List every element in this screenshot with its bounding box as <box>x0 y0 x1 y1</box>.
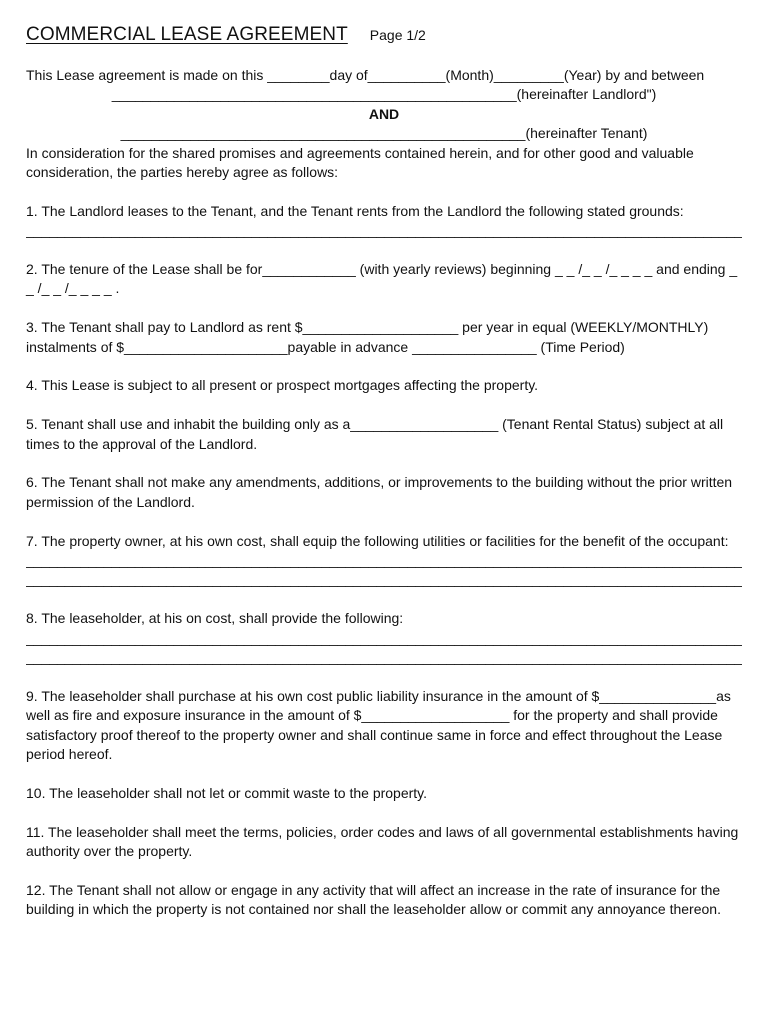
clause-5: 5. Tenant shall use and inhabit the building only as a___________________ (Tenant Rental Status) subject at all times to the approval of the Landlord. <box>26 416 724 452</box>
clause-11: 11. The leaseholder shall meet the terms, policies, order codes and laws of all governmental establishments having authority over the property. <box>26 823 739 860</box>
clause-7: 7. The property owner, at his own cost, shall equip the following utilities or facilities for the benefit of the occupant: <box>26 532 729 549</box>
clause-3: 3. The Tenant shall pay to Landlord as rent $____________________ per year in equal (WEEKLY/MONTHLY) instalments of $_____________________payable in advance ________________ (Time Period) <box>26 319 709 355</box>
document-page <box>26 24 742 939</box>
clause-10: 10. The leaseholder shall not let or commit waste to the property. <box>26 784 428 801</box>
clause-12: 12. The Tenant shall not allow or engage in any activity that will affect an increase in the rate of insurance for the building in which the property is not contained nor shall the leaseholder allow or commit any annoyance thereon. <box>26 881 721 918</box>
page-number: Page 1/2 <box>369 27 426 43</box>
clause-7-blank-line-1: ____________________________________________________________________________________________ <box>26 552 742 569</box>
clause-1-blank-line: ____________________________________________________________________________________________ <box>26 222 742 239</box>
clause-8-blank-line-2: ____________________________________________________________________________________________ <box>26 649 742 666</box>
clause-2: 2. The tenure of the Lease shall be for____________ (with yearly reviews) beginning _ _ /_ _ /_ _ _ _ and ending _ _ /_ _ /_ _ _ _ . <box>26 261 738 297</box>
clause-8-blank-line-1: ____________________________________________________________________________________________ <box>26 629 742 646</box>
intro-date-line: This Lease agreement is made on this ________day of__________(Month)_________(Year) by and between <box>26 67 705 83</box>
consideration-paragraph: In consideration for the shared promises and agreements contained herein, and for other good and valuable consideration, the parties hereby agree as follows: <box>26 144 694 181</box>
clause-9: 9. The leaseholder shall purchase at his own cost public liability insurance in the amount of $_______________as well as fire and exposure insurance in the amount of $___________________ for the property and shall provide satisfactory proof thereof to the property owner and shall continue same in force and effect throughout the Lease period hereof. <box>26 687 731 763</box>
and-label: AND <box>368 105 400 122</box>
clause-6: 6. The Tenant shall not make any amendments, additions, or improvements to the building without the prior written permission of the Landlord. <box>26 474 733 510</box>
tenant-name-line: ____________________________________________________(hereinafter Tenant) <box>120 125 648 142</box>
clause-7-blank-line-2: ____________________________________________________________________________________________ <box>26 571 742 588</box>
document-title: COMMERCIAL LEASE AGREEMENT <box>26 24 348 45</box>
clause-1: 1. The Landlord leases to the Tenant, and the Tenant rents from the Landlord the following stated grounds: <box>26 202 684 219</box>
clause-8: 8. The leaseholder, at his on cost, shall provide the following: <box>26 610 404 627</box>
clause-4: 4. This Lease is subject to all present or prospect mortgages affecting the property. <box>26 377 539 394</box>
landlord-name-line: ____________________________________________________(hereinafter Landlord") <box>111 86 657 103</box>
title-row <box>26 24 742 46</box>
